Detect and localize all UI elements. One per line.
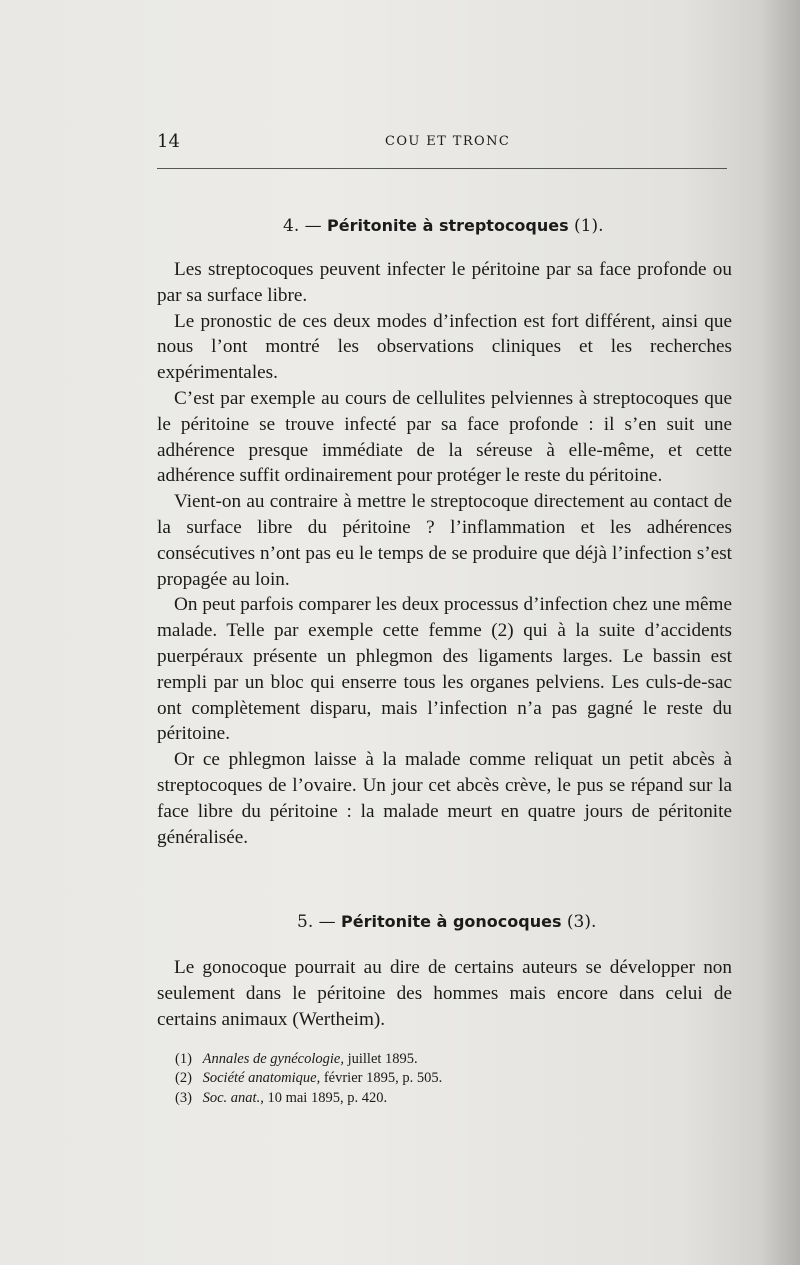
footnote [175, 1069, 735, 1088]
footnote-number: (2) [175, 1070, 192, 1087]
section-4-heading [283, 216, 604, 236]
page-edge-shadow [760, 0, 800, 1265]
footnote-detail: 10 mai 1895, p. 420. [267, 1089, 388, 1106]
paragraph: Le gonocoque pourrait au dire de certains auteurs se développer non seulement dans le péritoine des hommes mais encore dans celui de certains animaux (Wertheim). [157, 957, 732, 1030]
running-head [157, 131, 727, 157]
footnote-source: Société anatomique, [202, 1070, 321, 1087]
section-4-number: 4. — [283, 216, 322, 236]
footnote [175, 1050, 735, 1069]
header-rule [157, 168, 727, 169]
footnote [175, 1089, 735, 1108]
running-title: COU ET TRONC [385, 134, 511, 149]
section-4-body [157, 257, 732, 850]
footnote-detail: juillet 1895. [347, 1051, 418, 1067]
section-4-title: Péritonite à streptocoques [327, 216, 569, 235]
paragraph: Or ce phlegmon laisse à la malade comme reliquat un petit abcès à streptocoques de l’ovaire. Un jour cet abcès crève, le pus se répand sur la face libre du péritoine : la malade meurt en quatre jours de péritonite généralisée. [157, 749, 732, 848]
paragraph: On peut parfois comparer les deux processus d’infection chez une même malade. Telle par exemple cette femme (2) qui à la suite d’accidents puerpéraux présente un phlegmon des ligaments larges. Le bassin est rempli par un bloc qui enserre tous les organes pelviens. Les culs-de-sac ont complètement disparu, mais l’infection n’a pas gagné le reste du péritoine. [157, 594, 732, 745]
paragraph: Vient-on au contraire à mettre le streptocoque directement au contact de la surface libre du péritoine ? l’inflammation et les adhérences consécutives n’ont pas eu le temps de se produire que déjà l’infection s’est propagée au loin. [157, 491, 732, 590]
footnote-number: (1) [175, 1051, 192, 1067]
paragraph: Les streptocoques peuvent infecter le péritoine par sa face profonde ou par sa surface libre. [157, 259, 732, 306]
footnotes [175, 1050, 735, 1108]
footnote-source: Soc. anat., [202, 1089, 264, 1106]
section-5-number: 5. — [297, 912, 336, 932]
paragraph: C’est par exemple au cours de cellulites pelviennes à streptocoques que le péritoine se trouve infecté par sa face profonde : il s’en suit une adhérence presque immédiate de la séreuse à elle-même, et cette adhérence suffit ordinairement pour protéger le reste du péritoine. [157, 387, 732, 487]
footnote-number: (3) [175, 1089, 192, 1106]
footnote-source: Annales de gynécologie, [202, 1051, 344, 1067]
footnote-detail: février 1895, p. 505. [323, 1070, 443, 1087]
section-5-title: Péritonite à gonocoques [341, 912, 562, 931]
paragraph: Le pronostic de ces deux modes d’infection est fort différent, ainsi que nous l’ont montré les observations cliniques et les recherches expérimentales. [157, 310, 732, 384]
page-number: 14 [157, 131, 180, 152]
section-5-body [157, 955, 732, 1032]
section-5-footnote-ref: (3). [566, 912, 597, 932]
section-4-footnote-ref: (1). [574, 216, 604, 236]
section-5-heading [297, 912, 596, 932]
